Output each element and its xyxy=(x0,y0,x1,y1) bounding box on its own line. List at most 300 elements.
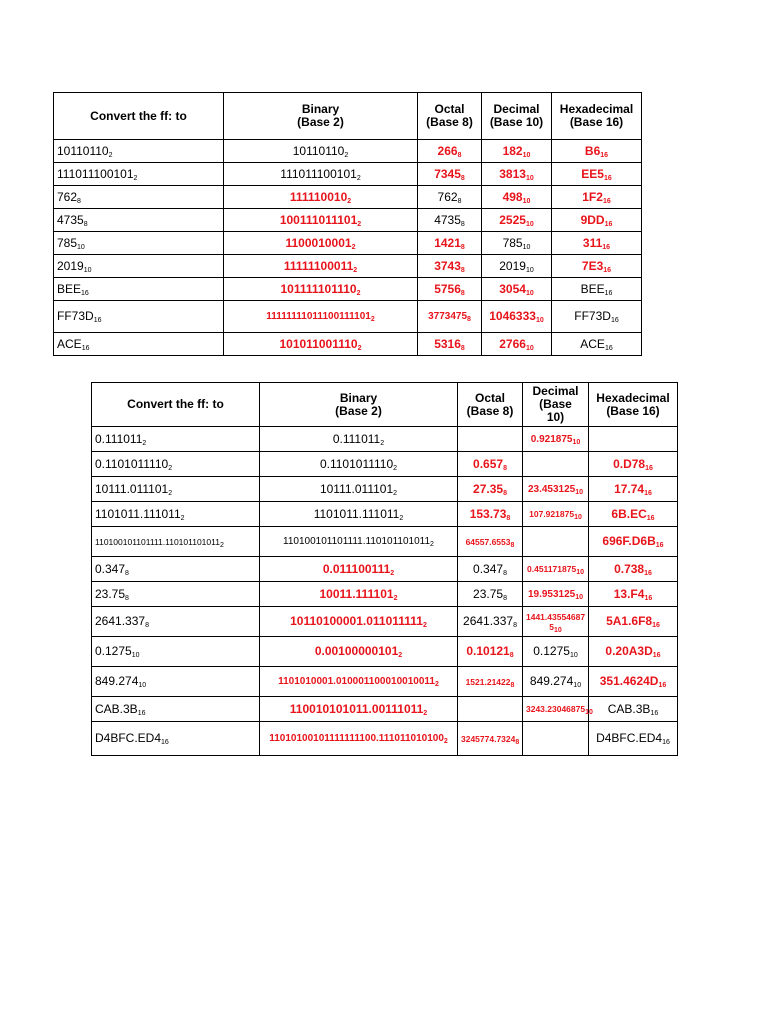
base-subscript: 8 xyxy=(515,738,520,746)
table-row xyxy=(92,557,678,582)
base-subscript: 10 xyxy=(553,626,562,634)
table-cell xyxy=(92,502,260,527)
cell-value: 0.1275 xyxy=(533,644,570,658)
table-cell xyxy=(458,427,523,452)
cell-value: CAB.3B xyxy=(607,701,651,716)
cell-value: 762 xyxy=(437,189,458,204)
cell-value: 10011.111101 xyxy=(319,586,394,601)
table-cell xyxy=(523,607,589,637)
base-subscript: 2 xyxy=(219,541,224,549)
base-subscript: 8 xyxy=(467,316,471,323)
cell-value: 23.75 xyxy=(95,586,126,601)
cell-value: 1421 xyxy=(434,235,461,250)
table-cell xyxy=(260,722,458,756)
cell-value: 7345 xyxy=(434,166,461,181)
cell-value: 0.451171875 xyxy=(527,564,577,574)
base-subscript: 2 xyxy=(393,489,398,497)
table-cell xyxy=(92,427,260,452)
table-cell xyxy=(523,502,589,527)
table-cell xyxy=(523,637,589,667)
table-cell xyxy=(552,301,642,333)
cell-value: 1441.43554687 5 xyxy=(526,611,586,632)
table-cell xyxy=(458,667,523,697)
table-cell xyxy=(589,722,678,756)
cell-value: 3245774.7324 xyxy=(461,733,516,744)
table-cell xyxy=(523,582,589,607)
cell-value: 64557.6553 xyxy=(465,536,511,547)
base-subscript: 8 xyxy=(460,289,465,297)
cell-value: 0.1275 xyxy=(95,644,132,658)
cell-value: B6 xyxy=(584,143,601,158)
base-subscript: 8 xyxy=(460,220,465,228)
cell-value: 2019 xyxy=(499,258,526,273)
table-cell xyxy=(458,607,523,637)
table-cell xyxy=(523,557,589,582)
table-cell xyxy=(418,333,482,356)
table-cell xyxy=(92,722,260,756)
table-row xyxy=(92,607,678,637)
base-subscript: 16 xyxy=(655,542,664,549)
cell-value: 311 xyxy=(582,235,603,250)
header-row xyxy=(54,93,642,140)
table-cell xyxy=(224,186,418,209)
cell-value: 1046333 xyxy=(489,309,536,323)
base-subscript: 10 xyxy=(525,266,534,274)
table-cell xyxy=(458,722,523,756)
table-row xyxy=(92,477,678,502)
base-subscript: 16 xyxy=(93,317,102,324)
cell-value: EE5 xyxy=(581,166,604,181)
cell-value: 2641.337 xyxy=(95,614,146,628)
base-subscript: 10 xyxy=(525,174,534,182)
table-cell xyxy=(482,163,552,186)
table-cell xyxy=(458,502,523,527)
header-cell: Hexadecimal (Base 16) xyxy=(552,93,642,140)
cell-value: 10110100001.011011111 xyxy=(290,614,423,628)
base-subscript: 10 xyxy=(573,682,582,689)
cell-value: 10111.011101 xyxy=(95,481,169,496)
base-subscript: 16 xyxy=(652,652,661,659)
base-subscript: 16 xyxy=(604,289,613,297)
table-row xyxy=(54,278,642,301)
base-subscript: 10 xyxy=(83,266,92,274)
table-cell xyxy=(482,278,552,301)
cell-value: ACE xyxy=(580,336,605,351)
base-subscript: 2 xyxy=(443,738,448,745)
cell-value: 0.20A3D xyxy=(605,644,653,658)
table-cell xyxy=(523,667,589,697)
base-subscript: 8 xyxy=(460,243,465,251)
cell-value: 498 xyxy=(502,189,523,204)
cell-value: 4735 xyxy=(57,212,84,227)
header-cell: Binary (Base 2) xyxy=(260,383,458,427)
cell-value: 0.1101011110 xyxy=(95,456,169,471)
header-row xyxy=(92,383,678,427)
table-cell xyxy=(589,452,678,477)
table-cell xyxy=(552,232,642,255)
table-cell xyxy=(224,163,418,186)
base-subscript: 8 xyxy=(83,220,88,228)
table-cell xyxy=(418,186,482,209)
cell-value: 9DD xyxy=(580,212,605,227)
cell-value: 100111011101 xyxy=(279,212,358,227)
table-cell xyxy=(92,697,260,722)
table-cell xyxy=(523,722,589,756)
table-cell xyxy=(482,209,552,232)
table-row xyxy=(54,333,642,356)
cell-value: 111011100101 xyxy=(280,166,357,181)
cell-value: 0.10121 xyxy=(466,644,510,658)
base-subscript: 8 xyxy=(503,489,507,497)
table-row xyxy=(54,186,642,209)
table-cell xyxy=(418,163,482,186)
base-subscript: 2 xyxy=(370,316,375,323)
base-subscript: 16 xyxy=(644,569,652,577)
cell-value: 849.274 xyxy=(95,674,139,688)
base-subscript: 16 xyxy=(650,709,659,717)
base-subscript: 8 xyxy=(510,541,515,549)
table-cell xyxy=(589,667,678,697)
base-subscript: 16 xyxy=(602,197,611,205)
base-subscript: 8 xyxy=(503,594,507,602)
cell-value: D4BFC.ED4 xyxy=(596,731,663,745)
base-subscript: 16 xyxy=(604,220,613,228)
table-cell xyxy=(458,452,523,477)
table-row xyxy=(54,140,642,163)
base-subscript: 2 xyxy=(347,197,352,205)
cell-value: 0.347 xyxy=(473,561,504,576)
base-subscript: 16 xyxy=(604,344,613,352)
cell-value: 153.73 xyxy=(469,506,507,521)
header-cell: Decimal (Base 10) xyxy=(482,93,552,140)
table-cell xyxy=(260,607,458,637)
table-cell xyxy=(224,232,418,255)
table-cell xyxy=(589,557,678,582)
table-cell xyxy=(92,477,260,502)
table-cell xyxy=(54,163,224,186)
cell-value: 2019 xyxy=(57,258,84,273)
table-cell xyxy=(458,697,523,722)
base-subscript: 8 xyxy=(513,622,517,629)
base-subscript: 16 xyxy=(602,243,611,251)
table-cell xyxy=(523,427,589,452)
table-cell xyxy=(482,333,552,356)
table-cell xyxy=(224,333,418,356)
base-subscript: 8 xyxy=(460,266,465,274)
cell-value: 101011001110 xyxy=(279,336,358,351)
cell-value: 23.453125 xyxy=(527,483,576,495)
base-subscript: 10 xyxy=(138,682,147,689)
cell-value: 0.347 xyxy=(95,561,126,576)
table-cell xyxy=(552,140,642,163)
base-subscript: 10 xyxy=(585,709,593,716)
cell-value: 351.4624D xyxy=(599,674,659,688)
base-subscript: 8 xyxy=(503,569,507,577)
base-subscript: 8 xyxy=(125,569,129,577)
cell-value: 17.74 xyxy=(614,481,645,496)
table-cell xyxy=(482,186,552,209)
base-subscript: 10 xyxy=(574,514,582,521)
base-subscript: 10 xyxy=(522,243,531,251)
base-subscript: 2 xyxy=(108,151,113,159)
base-subscript: 8 xyxy=(510,681,515,689)
table-cell xyxy=(92,527,260,557)
table-cell xyxy=(92,667,260,697)
cell-value: 101111101110 xyxy=(280,281,357,296)
table-cell xyxy=(482,301,552,333)
table-row xyxy=(92,502,678,527)
cell-value: FF73D xyxy=(574,309,611,323)
table-cell xyxy=(589,637,678,667)
table-cell xyxy=(552,255,642,278)
cell-value: 0.00100000101 xyxy=(314,644,399,658)
cell-value: 1101011.111011 xyxy=(95,506,181,521)
cell-value: 27.35 xyxy=(473,481,504,496)
cell-value: 5A1.6F8 xyxy=(606,614,653,628)
table-row xyxy=(92,697,678,722)
table-cell xyxy=(589,697,678,722)
table-cell xyxy=(54,186,224,209)
cell-value: 5756 xyxy=(434,281,461,296)
table-cell xyxy=(418,255,482,278)
cell-value: 111110010 xyxy=(289,189,348,204)
table-cell xyxy=(523,527,589,557)
base-subscript: 10 xyxy=(522,197,531,205)
base-subscript: 8 xyxy=(125,594,129,602)
cell-value: 696F.D6B xyxy=(602,534,656,548)
cell-value: 1101011.111011 xyxy=(313,506,400,521)
table-cell xyxy=(92,607,260,637)
table-cell xyxy=(458,557,523,582)
base-subscript: 2 xyxy=(180,514,185,522)
base-subscript: 8 xyxy=(460,174,465,182)
cell-value: 10110110 xyxy=(57,143,109,158)
cell-value: 11111100011 xyxy=(283,258,354,273)
cell-value: 111011100101 xyxy=(57,166,134,181)
base-subscript: 16 xyxy=(81,344,90,352)
base-subscript: 10 xyxy=(572,438,581,446)
table-cell xyxy=(523,452,589,477)
table-cell xyxy=(54,278,224,301)
table-cell xyxy=(552,209,642,232)
base-subscript: 2 xyxy=(142,439,147,447)
base-subscript: 2 xyxy=(344,151,349,159)
base-subscript: 2 xyxy=(357,220,362,228)
cell-value: 1100010001 xyxy=(285,235,352,250)
cell-value: 10110110 xyxy=(292,143,345,158)
cell-value: 0.657 xyxy=(473,456,504,471)
cell-value: 3813 xyxy=(499,166,526,181)
table-cell xyxy=(260,667,458,697)
table-row xyxy=(92,722,678,756)
base-subscript: 2 xyxy=(422,622,427,629)
cell-value: ACE xyxy=(57,336,82,351)
cell-value: 0.D78 xyxy=(613,456,646,471)
table-cell xyxy=(418,278,482,301)
base-subscript: 10 xyxy=(575,593,584,601)
base-subscript: 2 xyxy=(168,489,173,497)
table-cell xyxy=(418,140,482,163)
cell-value: 3773475 xyxy=(428,311,468,322)
base-subscript: 16 xyxy=(645,464,653,472)
base-subscript: 2 xyxy=(133,174,138,182)
table-cell xyxy=(552,163,642,186)
base-subscript: 16 xyxy=(652,622,660,629)
base-subscript: 10 xyxy=(575,488,584,496)
table-cell xyxy=(418,232,482,255)
base-subscript: 16 xyxy=(81,289,89,297)
base-subscript: 10 xyxy=(569,652,578,659)
cell-value: 785 xyxy=(502,235,523,250)
table-row xyxy=(92,637,678,667)
table-cell xyxy=(260,527,458,557)
table-cell xyxy=(589,582,678,607)
cell-value: 1F2 xyxy=(582,189,603,204)
table-cell xyxy=(92,582,260,607)
base-subscript: 2 xyxy=(356,289,361,297)
table-row xyxy=(92,527,678,557)
table-cell xyxy=(589,607,678,637)
header-cell: Convert the ff: to xyxy=(54,93,224,140)
cell-value: 0.011100111 xyxy=(322,561,391,576)
table-cell xyxy=(224,209,418,232)
base-subscript: 8 xyxy=(145,622,149,629)
table-cell xyxy=(260,477,458,502)
cell-value: 0.738 xyxy=(614,561,645,576)
table-cell xyxy=(589,502,678,527)
table-cell xyxy=(224,301,418,333)
header-cell: Hexadecimal (Base 16) xyxy=(589,383,678,427)
cell-value: 0.921875 xyxy=(530,433,573,445)
table-row xyxy=(54,163,642,186)
base-subscript: 16 xyxy=(610,317,619,324)
base-subscript: 2 xyxy=(393,594,398,602)
base-subscript: 2 xyxy=(393,464,398,472)
table-cell xyxy=(92,452,260,477)
cell-value: 0.111011 xyxy=(332,431,381,446)
header-cell: Octal (Base 8) xyxy=(418,93,482,140)
table-cell xyxy=(260,637,458,667)
table-cell xyxy=(458,477,523,502)
cell-value: 13.F4 xyxy=(613,586,645,601)
header-cell: Convert the ff: to xyxy=(92,383,260,427)
cell-value: 266 xyxy=(437,143,458,158)
cell-value: 3243.23046875 xyxy=(526,704,586,714)
base-subscript: 8 xyxy=(457,197,462,205)
base-subscript: 2 xyxy=(434,681,439,688)
cell-value: 107.921875 xyxy=(529,509,575,519)
cell-value: 7E3 xyxy=(581,258,604,273)
table-cell xyxy=(92,637,260,667)
table-cell xyxy=(482,232,552,255)
cell-value: 2766 xyxy=(499,336,526,351)
base-subscript: 2 xyxy=(356,174,361,182)
conversion-table-integers xyxy=(53,92,642,356)
table-cell xyxy=(482,140,552,163)
table-row xyxy=(54,232,642,255)
header-cell: Binary (Base 2) xyxy=(224,93,418,140)
base-subscript: 16 xyxy=(662,739,670,746)
base-subscript: 8 xyxy=(457,151,462,159)
base-subscript: 16 xyxy=(644,489,652,497)
table-cell xyxy=(260,452,458,477)
cell-value: 110100101101111.110101101011 xyxy=(95,536,220,547)
table-row xyxy=(92,427,678,452)
base-subscript: 16 xyxy=(658,682,667,689)
base-subscript: 2 xyxy=(399,514,404,522)
table-cell xyxy=(54,140,224,163)
base-subscript: 10 xyxy=(522,151,531,159)
header-cell: Octal (Base 8) xyxy=(458,383,523,427)
table-cell xyxy=(260,697,458,722)
table-cell xyxy=(224,140,418,163)
cell-value: 762 xyxy=(57,189,78,204)
base-subscript: 16 xyxy=(137,709,146,717)
table-cell xyxy=(523,477,589,502)
cell-value: 3743 xyxy=(434,258,461,273)
table-cell xyxy=(552,278,642,301)
table-cell xyxy=(260,427,458,452)
base-subscript: 10 xyxy=(576,569,584,576)
cell-value: 849.274 xyxy=(529,674,574,688)
cell-value: 1101010001.010001100010010011 xyxy=(278,676,435,687)
table-cell xyxy=(54,333,224,356)
header-cell: Decimal (Base 10) xyxy=(523,383,589,427)
base-subscript: 10 xyxy=(535,317,544,324)
cell-value: 785 xyxy=(57,235,78,250)
table-cell xyxy=(54,301,224,333)
table-cell xyxy=(54,209,224,232)
table-cell xyxy=(54,255,224,278)
base-subscript: 2 xyxy=(168,464,173,472)
cell-value: 0.1101011110 xyxy=(319,456,394,471)
cell-value: 2641.337 xyxy=(463,614,514,628)
table-cell xyxy=(92,557,260,582)
cell-value: BEE xyxy=(580,281,605,296)
table-cell xyxy=(260,582,458,607)
table-cell xyxy=(589,477,678,502)
table-cell xyxy=(260,557,458,582)
base-subscript: 16 xyxy=(161,739,169,746)
table-cell xyxy=(589,427,678,452)
cell-value: 110100101101111.110101101011 xyxy=(283,536,431,547)
base-subscript: 16 xyxy=(603,266,612,274)
table-cell xyxy=(260,502,458,527)
table-row xyxy=(92,452,678,477)
base-subscript: 8 xyxy=(77,197,81,205)
base-subscript: 8 xyxy=(460,344,465,352)
table-cell xyxy=(523,697,593,722)
cell-value: 19.953125 xyxy=(527,588,576,600)
table-row xyxy=(54,209,642,232)
cell-value: BEE xyxy=(57,281,82,296)
base-subscript: 2 xyxy=(423,709,428,717)
cell-value: 182 xyxy=(502,143,523,158)
base-subscript: 16 xyxy=(646,514,655,522)
cell-value: CAB.3B xyxy=(95,701,138,716)
base-subscript: 10 xyxy=(525,344,534,352)
table-cell xyxy=(224,255,418,278)
cell-value: 110010101011.00111011 xyxy=(289,701,424,716)
base-subscript: 2 xyxy=(398,652,403,659)
cell-value: 11111111011100111101 xyxy=(266,311,371,322)
base-subscript: 16 xyxy=(644,594,653,602)
cell-value: D4BFC.ED4 xyxy=(95,731,162,745)
cell-value: 4735 xyxy=(434,212,461,227)
table-cell xyxy=(54,232,224,255)
base-subscript: 8 xyxy=(506,514,511,522)
base-subscript: 16 xyxy=(600,151,609,159)
